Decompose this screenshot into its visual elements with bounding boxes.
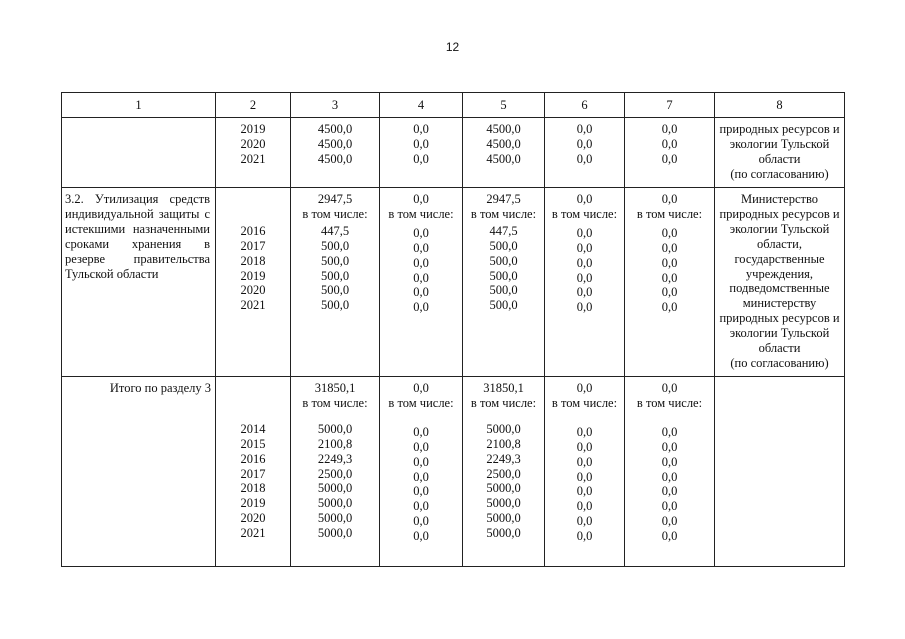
amount-value: 4500,0 bbox=[317, 151, 353, 166]
executor-line: учреждения, bbox=[745, 266, 814, 281]
cell-col6 bbox=[545, 377, 625, 567]
total-value: 31850,1 bbox=[314, 381, 356, 395]
program-table bbox=[61, 92, 845, 567]
amount-value: 0,0 bbox=[661, 514, 678, 529]
executor-line: подведомственные bbox=[729, 281, 830, 296]
amount-value: 0,0 bbox=[413, 151, 429, 166]
amount-value: 2249,3 bbox=[486, 451, 521, 466]
executor-line: природных ресурсов и bbox=[719, 206, 840, 221]
year-value: 2020 bbox=[240, 136, 266, 151]
including-label: в том числе: bbox=[551, 395, 618, 410]
amount-value: 0,0 bbox=[413, 300, 429, 315]
cell-col7 bbox=[625, 188, 715, 377]
amount-value: 0,0 bbox=[661, 300, 678, 315]
total-value: 0,0 bbox=[413, 192, 429, 206]
amount-value: 0,0 bbox=[576, 270, 593, 285]
amount-value: 0,0 bbox=[576, 454, 593, 469]
including-label: в том числе: bbox=[636, 206, 703, 221]
executor-line: (по согласованию) bbox=[730, 355, 829, 370]
cell-col3 bbox=[291, 188, 380, 377]
header-cell: 4 bbox=[380, 93, 463, 118]
total-value: 0,0 bbox=[413, 381, 429, 395]
amount-value: 0,0 bbox=[576, 240, 593, 255]
amount-value: 500,0 bbox=[489, 238, 518, 253]
table-row bbox=[62, 377, 845, 567]
amount-value: 500,0 bbox=[489, 253, 518, 268]
amount-value: 2249,3 bbox=[317, 451, 353, 466]
year-value: 2014 bbox=[240, 421, 266, 436]
executor-line: области bbox=[758, 151, 801, 166]
cell-executor bbox=[715, 377, 845, 567]
including-label: в том числе: bbox=[470, 206, 537, 221]
including-label: в том числе: bbox=[388, 206, 454, 221]
total-value: 2947,5 bbox=[486, 192, 521, 206]
amount-value: 2500,0 bbox=[486, 466, 521, 481]
cell-col4 bbox=[380, 118, 463, 188]
amount-value: 2500,0 bbox=[317, 466, 353, 481]
year-value: 2019 bbox=[240, 496, 266, 511]
amount-value: 0,0 bbox=[413, 529, 429, 544]
including-label: в том числе: bbox=[388, 395, 454, 410]
amount-value: 5000,0 bbox=[486, 526, 521, 541]
header-cell: 1 bbox=[62, 93, 216, 118]
including-label: в том числе: bbox=[636, 395, 703, 410]
total-value: 0,0 bbox=[661, 192, 678, 206]
cell-executor bbox=[715, 118, 845, 188]
header-cell: 8 bbox=[715, 93, 845, 118]
cell-col3 bbox=[291, 118, 380, 188]
executor-line: Министерство bbox=[740, 192, 819, 206]
amount-value: 447,5 bbox=[320, 223, 350, 238]
year-value: 2021 bbox=[240, 526, 266, 541]
amount-value: 0,0 bbox=[576, 122, 593, 136]
total-value: 0,0 bbox=[576, 381, 593, 395]
amount-value: 0,0 bbox=[576, 424, 593, 439]
cell-description bbox=[62, 118, 216, 188]
amount-value: 0,0 bbox=[413, 136, 429, 151]
amount-value: 500,0 bbox=[489, 268, 518, 283]
executor-line: природных ресурсов и bbox=[719, 122, 840, 136]
amount-value: 0,0 bbox=[661, 484, 678, 499]
cell-col7 bbox=[625, 118, 715, 188]
amount-value: 4500,0 bbox=[317, 122, 353, 136]
amount-value: 0,0 bbox=[413, 255, 429, 270]
cell-col5 bbox=[463, 377, 545, 567]
amount-value: 0,0 bbox=[576, 285, 593, 300]
year-value: 2016 bbox=[240, 451, 266, 466]
amount-value: 0,0 bbox=[661, 285, 678, 300]
amount-value: 5000,0 bbox=[317, 481, 353, 496]
amount-value: 0,0 bbox=[576, 255, 593, 270]
amount-value: 0,0 bbox=[661, 255, 678, 270]
year-value: 2021 bbox=[240, 298, 266, 313]
year-value: 2021 bbox=[240, 151, 266, 166]
amount-value: 0,0 bbox=[576, 300, 593, 315]
amount-value: 5000,0 bbox=[486, 481, 521, 496]
amount-value: 0,0 bbox=[576, 439, 593, 454]
amount-value: 0,0 bbox=[661, 439, 678, 454]
amount-value: 5000,0 bbox=[317, 511, 353, 526]
amount-value: 5000,0 bbox=[486, 421, 521, 436]
header-cell: 7 bbox=[625, 93, 715, 118]
cell-years bbox=[216, 188, 291, 377]
table-row bbox=[62, 118, 845, 188]
including-label: в том числе: bbox=[302, 206, 368, 221]
year-value: 2018 bbox=[240, 481, 266, 496]
amount-value: 0,0 bbox=[413, 424, 429, 439]
header-cell: 6 bbox=[545, 93, 625, 118]
amount-value: 500,0 bbox=[320, 268, 350, 283]
amount-value: 0,0 bbox=[576, 484, 593, 499]
header-cell: 2 bbox=[216, 93, 291, 118]
executor-line: (по согласованию) bbox=[730, 166, 829, 181]
amount-value: 500,0 bbox=[320, 298, 350, 313]
executor-line: экологии Тульской bbox=[729, 136, 830, 151]
amount-value: 0,0 bbox=[661, 225, 678, 240]
cell-years bbox=[216, 118, 291, 188]
including-label: в том числе: bbox=[302, 395, 368, 410]
amount-value: 0,0 bbox=[576, 499, 593, 514]
amount-value: 500,0 bbox=[489, 298, 518, 313]
amount-value: 0,0 bbox=[576, 469, 593, 484]
amount-value: 0,0 bbox=[661, 469, 678, 484]
amount-value: 0,0 bbox=[413, 499, 429, 514]
year-value: 2019 bbox=[240, 268, 266, 283]
header-cell: 3 bbox=[291, 93, 380, 118]
amount-value: 5000,0 bbox=[317, 526, 353, 541]
year-value: 2019 bbox=[240, 122, 266, 136]
executor-line: природных ресурсов и bbox=[719, 311, 840, 326]
measure-description: 3.2. Утилизация средств индивидуальной защиты с истекшими назначенными сроками хранения в резерве правительства Тульской области bbox=[62, 188, 216, 377]
amount-value: 0,0 bbox=[661, 151, 678, 166]
executor-line: области bbox=[758, 341, 801, 356]
amount-value: 0,0 bbox=[413, 270, 429, 285]
amount-value: 0,0 bbox=[413, 122, 429, 136]
executor-line: государственные bbox=[734, 251, 825, 266]
amount-value: 0,0 bbox=[413, 439, 429, 454]
amount-value: 0,0 bbox=[413, 469, 429, 484]
cell-col6 bbox=[545, 118, 625, 188]
cell-col3 bbox=[291, 377, 380, 567]
including-label: в том числе: bbox=[551, 206, 618, 221]
amount-value: 0,0 bbox=[661, 499, 678, 514]
amount-value: 5000,0 bbox=[317, 496, 353, 511]
amount-value: 0,0 bbox=[576, 136, 593, 151]
amount-value: 0,0 bbox=[576, 151, 593, 166]
amount-value: 0,0 bbox=[661, 270, 678, 285]
year-value: 2016 bbox=[240, 223, 266, 238]
amount-value: 2100,8 bbox=[486, 436, 521, 451]
amount-value: 5000,0 bbox=[486, 496, 521, 511]
cell-col5 bbox=[463, 188, 545, 377]
amount-value: 500,0 bbox=[320, 253, 350, 268]
cell-col4 bbox=[380, 377, 463, 567]
amount-value: 5000,0 bbox=[317, 421, 353, 436]
page-number: 12 bbox=[445, 40, 460, 54]
executor-line: экологии Тульской bbox=[729, 326, 830, 341]
amount-value: 0,0 bbox=[661, 424, 678, 439]
amount-value: 0,0 bbox=[661, 122, 678, 136]
table-row bbox=[62, 188, 845, 377]
amount-value: 4500,0 bbox=[317, 136, 353, 151]
cell-years bbox=[216, 377, 291, 567]
amount-value: 500,0 bbox=[320, 238, 350, 253]
amount-value: 500,0 bbox=[489, 283, 518, 298]
amount-value: 0,0 bbox=[576, 225, 593, 240]
amount-value: 500,0 bbox=[320, 283, 350, 298]
year-value: 2020 bbox=[240, 511, 266, 526]
cell-col4 bbox=[380, 188, 463, 377]
year-value: 2017 bbox=[240, 238, 266, 253]
amount-value: 0,0 bbox=[576, 529, 593, 544]
amount-value: 0,0 bbox=[413, 514, 429, 529]
executor-line: области, bbox=[757, 236, 802, 251]
year-value: 2017 bbox=[240, 466, 266, 481]
cell-executor bbox=[715, 188, 845, 377]
year-value: 2015 bbox=[240, 436, 266, 451]
header-row bbox=[62, 93, 845, 118]
header-cell: 5 bbox=[463, 93, 545, 118]
total-value: 31850,1 bbox=[483, 381, 524, 395]
amount-value: 2100,8 bbox=[317, 436, 353, 451]
year-value: 2018 bbox=[240, 253, 266, 268]
total-value: 2947,5 bbox=[317, 192, 353, 206]
amount-value: 5000,0 bbox=[486, 511, 521, 526]
amount-value: 0,0 bbox=[661, 136, 678, 151]
cell-col7 bbox=[625, 377, 715, 567]
amount-value: 0,0 bbox=[413, 225, 429, 240]
amount-value: 4500,0 bbox=[486, 136, 521, 151]
including-label: в том числе: bbox=[470, 395, 537, 410]
amount-value: 447,5 bbox=[489, 223, 518, 238]
cell-col6 bbox=[545, 188, 625, 377]
year-value: 2020 bbox=[240, 283, 266, 298]
amount-value: 0,0 bbox=[661, 529, 678, 544]
amount-value: 0,0 bbox=[413, 240, 429, 255]
total-label: Итого по разделу 3 bbox=[62, 377, 216, 567]
executor-line: экологии Тульской bbox=[729, 221, 830, 236]
amount-value: 0,0 bbox=[661, 454, 678, 469]
amount-value: 0,0 bbox=[413, 285, 429, 300]
amount-value: 0,0 bbox=[413, 454, 429, 469]
amount-value: 0,0 bbox=[576, 514, 593, 529]
amount-value: 0,0 bbox=[413, 484, 429, 499]
amount-value: 4500,0 bbox=[486, 122, 521, 136]
amount-value: 4500,0 bbox=[486, 151, 521, 166]
amount-value: 0,0 bbox=[661, 240, 678, 255]
executor-line: министерству bbox=[742, 296, 817, 311]
total-value: 0,0 bbox=[661, 381, 678, 395]
total-value: 0,0 bbox=[576, 192, 593, 206]
cell-col5 bbox=[463, 118, 545, 188]
